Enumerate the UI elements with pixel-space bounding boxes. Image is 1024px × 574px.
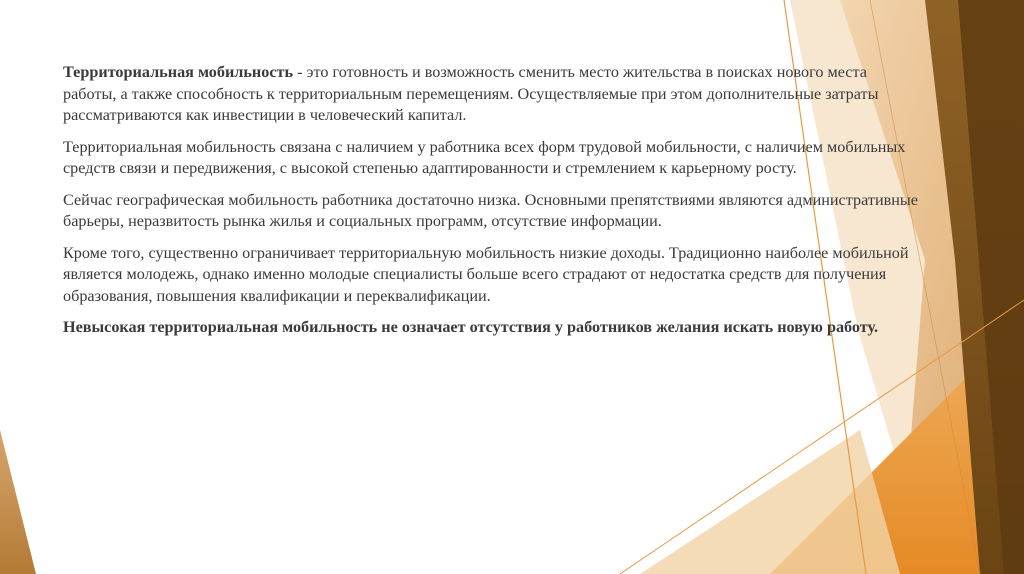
left-edge-shape bbox=[0, 430, 36, 574]
paragraph-conclusion: Невысокая территориальная мобильность не означает отсутствия у работников желания искать новую работу. bbox=[63, 318, 879, 336]
paragraph-4: Кроме того, существенно ограничивает территориальную мобильность низкие доходы. Традиционно наиболее мобильной является молодежь, однако именно молодые специалисты больше всего страдают от недостатка средств для получения образования, повышения квалификации и переквалификации. bbox=[63, 243, 909, 305]
paragraph-2: Территориальная мобильность связана с наличием у работника всех форм трудовой мобильности, с наличием мобильных средств связи и передвижения, с высокой степенью адаптированности и стремлением к карьерному росту. bbox=[63, 137, 906, 177]
paragraph-3: Сейчас географическая мобильность работника достаточно низка. Основными препятствиями являются административные барьеры, неразвитость рынка жилья и социальных программ, отсутствие информации. bbox=[63, 190, 918, 230]
definition-term: Территориальная мобильность bbox=[63, 63, 294, 81]
slide-body bbox=[63, 62, 919, 349]
right-facet-pale bbox=[640, 430, 900, 574]
paragraph-definition bbox=[63, 62, 919, 127]
definition-text: - это готовность и возможность сменить место жительства в поисках нового места работы, а также способность к территориальным перемещениям. Осуществляемые при этом дополнительные затраты рассматриваются как инвестиции в человеческий капитал. bbox=[63, 63, 879, 124]
